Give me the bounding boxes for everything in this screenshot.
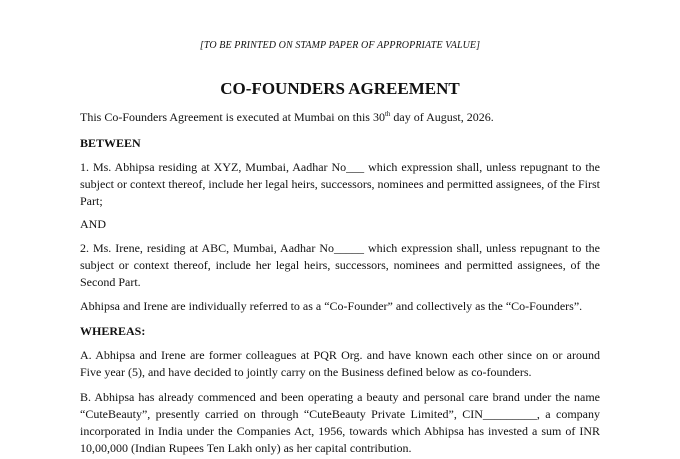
whereas-heading: WHEREAS: (80, 324, 146, 338)
referral-paragraph: Abhipsa and Irene are individually referred to as a “Co-Founder” and collectively as the “Co-Founders”. (80, 299, 583, 313)
between-heading: BETWEEN (80, 136, 141, 150)
intro-text-before: This Co-Founders Agreement is executed at Mumbai on this 30 (80, 110, 385, 124)
party-two-paragraph: 2. Ms. Irene, residing at ABC, Mumbai, Aadhar No_____ which expression shall, unless repugnant to the subject or context thereof, include her legal heirs, successors, nominees and permitted assignees, of the Second Part. (80, 241, 600, 289)
document-title: CO-FOUNDERS AGREEMENT (220, 79, 460, 98)
recital-b-paragraph: B. Abhipsa has already commenced and been operating a beauty and personal care brand under the name “CuteBeauty”, presently carried on through “CuteBeauty Private Limited”, CIN_________, a company incorporated in India under the Companies Act, 1956, towards which Abhipsa has invested a sum of INR 10,00,000 (Indian Rupees Ten Lakh only) as her capital contribution. (80, 390, 600, 455)
intro-paragraph (80, 109, 600, 126)
intro-text-after: day of August, 2026. (390, 110, 494, 124)
intro-date-suffix: th (384, 110, 391, 118)
recital-a-paragraph: A. Abhipsa and Irene are former colleagues at PQR Org. and have known each other since on or around Five year (5), and have decided to jointly carry on the Business defined below as co-founders. (80, 348, 600, 379)
and-separator: AND (80, 217, 106, 231)
stamp-paper-note: [TO BE PRINTED ON STAMP PAPER OF APPROPRIATE VALUE] (199, 40, 481, 51)
party-one-paragraph: 1. Ms. Abhipsa residing at XYZ, Mumbai, Aadhar No___ which expression shall, unless repugnant to the subject or context thereof, include her legal heirs, successors, nominees and permitted assignees, of the First Part; (80, 160, 600, 208)
